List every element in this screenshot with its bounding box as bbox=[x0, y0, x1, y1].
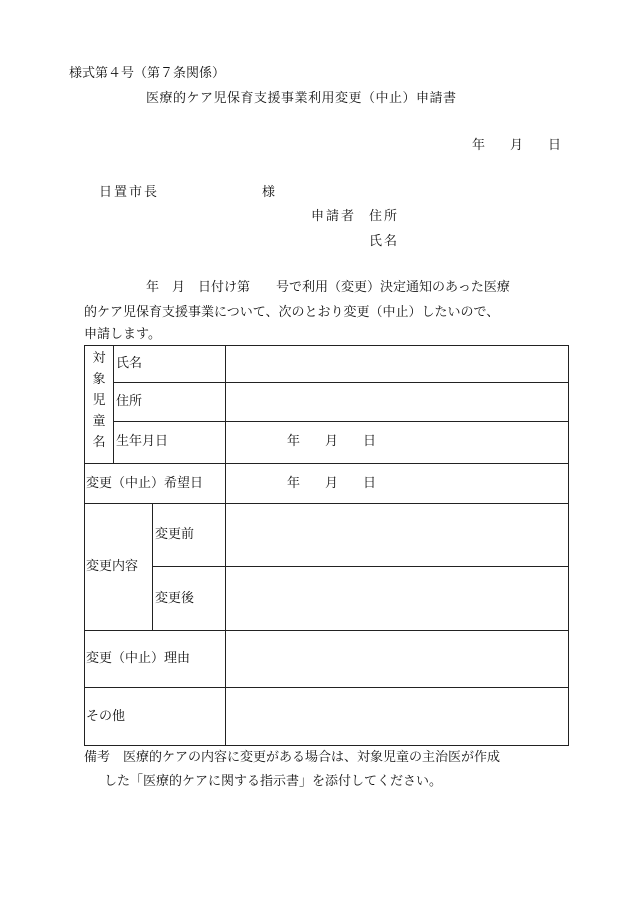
other-value[interactable] bbox=[226, 688, 568, 745]
date-line: 年 月 日 bbox=[472, 138, 568, 153]
col-divider bbox=[113, 345, 114, 464]
row-divider bbox=[84, 463, 569, 464]
table-border-bottom bbox=[84, 745, 569, 746]
applicant-name-label: 氏名 bbox=[369, 234, 400, 249]
form-number: 様式第４号（第７条関係） bbox=[69, 66, 226, 81]
change-content-label: 変更内容 bbox=[86, 559, 139, 574]
addressee: 日置市長 bbox=[99, 185, 160, 200]
child-name-label: 氏名 bbox=[116, 356, 143, 371]
before-change-value[interactable] bbox=[226, 504, 568, 566]
remarks-line-2: した「医療的ケアに関する指示書」を添付してください。 bbox=[104, 774, 443, 789]
body-line-1: 年 月 日付け第 号で利用（変更）決定通知のあった医療 bbox=[146, 280, 510, 295]
applicant-label: 申請者 bbox=[311, 209, 357, 224]
page-title: 医療的ケア児保育支援事業利用変更（中止）申請書 bbox=[146, 91, 457, 106]
after-change-value[interactable] bbox=[226, 567, 568, 630]
body-line-2: 的ケア児保育支援事業について、次のとおり変更（中止）したいので、 bbox=[84, 305, 500, 320]
target-child-char: 童 bbox=[92, 414, 106, 429]
table-border-right bbox=[568, 345, 569, 746]
child-address-label: 住所 bbox=[116, 394, 143, 409]
birthdate-value[interactable]: 年 月 日 bbox=[287, 434, 383, 449]
row-divider bbox=[113, 421, 569, 422]
table-border-left bbox=[84, 345, 85, 746]
reason-label: 変更（中止）理由 bbox=[86, 651, 191, 666]
birthdate-label: 生年月日 bbox=[116, 434, 169, 449]
target-child-char: 名 bbox=[92, 435, 106, 450]
applicant-address-label: 住所 bbox=[369, 209, 400, 224]
remarks-line-1: 備考 医療的ケアの内容に変更がある場合は、対象児童の主治医が作成 bbox=[84, 750, 501, 765]
target-child-char: 象 bbox=[92, 372, 106, 387]
target-child-char: 対 bbox=[92, 351, 106, 366]
reason-value[interactable] bbox=[226, 631, 568, 687]
desired-date-value[interactable]: 年 月 日 bbox=[287, 476, 383, 491]
col-divider bbox=[152, 503, 153, 631]
before-change-label: 変更前 bbox=[155, 527, 195, 542]
target-child-char: 児 bbox=[92, 393, 106, 408]
after-change-label: 変更後 bbox=[155, 591, 195, 606]
other-label: その他 bbox=[86, 709, 126, 724]
target-child-label bbox=[91, 350, 107, 452]
child-name-value[interactable] bbox=[226, 346, 568, 382]
child-address-value[interactable] bbox=[226, 383, 568, 421]
honorific: 様 bbox=[262, 185, 276, 200]
body-line-3: 申請します。 bbox=[84, 327, 161, 342]
desired-date-label: 変更（中止）希望日 bbox=[86, 476, 204, 491]
